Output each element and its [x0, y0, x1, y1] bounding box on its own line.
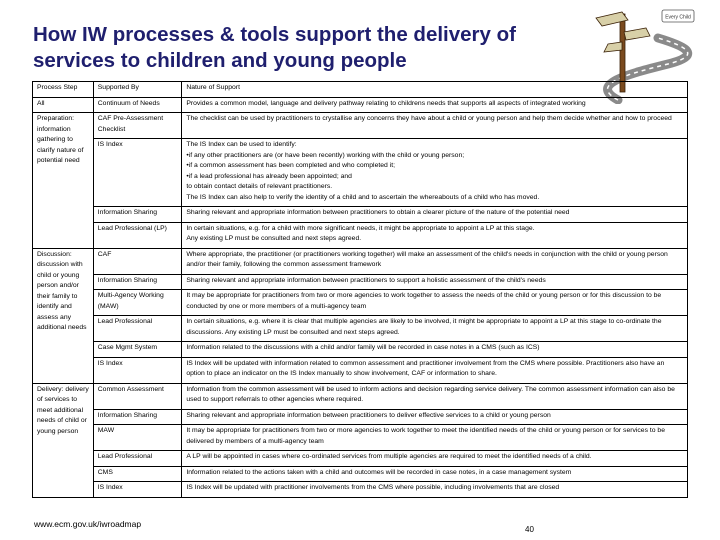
table-row — [33, 207, 688, 223]
table-row — [33, 222, 688, 248]
page-number: 40 — [525, 525, 534, 534]
desc-cell: IS Index will be updated with information related to common assessment and practitioner involvement from the CMS where possible. Practitioners also have an option to place an indicator on the IS Index manually to show involvement, CAF or information to share. — [182, 357, 688, 383]
tool-cell: IS Index — [93, 482, 182, 498]
desc-line: In certain situations, e.g. for a child with more significant needs, it might be appropriate to appoint a LP at this stage. — [186, 224, 535, 232]
tool-cell: CMS — [93, 466, 182, 482]
desc-line: •if a common assessment has been completed and who completed it; — [186, 162, 395, 169]
logo-badge-text: Every Child — [665, 14, 691, 21]
desc-cell: IS Index will be updated with practitioner involvements from the CMS where possible, including involvements that are closed — [182, 482, 688, 498]
tool-cell: Lead Professional (LP) — [93, 222, 182, 248]
table-row — [33, 482, 688, 498]
step-cell: All — [33, 97, 94, 113]
desc-cell: Information related to the discussions with a child and/or family will be recorded in case notes in a CMS (such as ICS) — [182, 342, 688, 358]
desc-cell: Where appropriate, the practitioner (or practitioners working together) will make an assessment of the child's needs in conjunction with the child or young person and/or their family, following the common assessment framework — [182, 248, 688, 274]
table-header-row — [33, 82, 688, 98]
tool-cell: IS Index — [93, 139, 182, 207]
tool-cell: MAW — [93, 425, 182, 451]
tool-cell: Information Sharing — [93, 409, 182, 425]
desc-line: The IS Index can be used to identify: — [186, 141, 297, 148]
table-row — [33, 139, 688, 207]
desc-cell: Information related to the actions taken with a child and outcomes will be recorded in case notes, in a case management system — [182, 466, 688, 482]
desc-line: The IS Index can also help to verify the identity of a child and to ascertain the whereabouts of a child who has moved. — [186, 193, 540, 201]
footer-url[interactable]: www.ecm.gov.uk/iwroadmap — [34, 519, 142, 529]
desc-cell — [182, 139, 688, 207]
step-cell: Discussion: discussion with child or young person and/or their family to identify and assess any additional needs — [33, 248, 94, 383]
desc-line: •if any other practitioners are (or have been recently) working with the child or young person; — [186, 151, 465, 159]
step-cell: Delivery: delivery of services to meet additional needs of child or young person — [33, 383, 94, 497]
table-row — [33, 342, 688, 358]
table-row — [33, 316, 688, 342]
table-row — [33, 466, 688, 482]
support-table — [32, 81, 688, 498]
desc-cell: It may be appropriate for practitioners from two or more agencies to work together to meet the identified needs of the child or young person or for services to be delivered by members of a multi-agency team — [182, 425, 688, 451]
table-row — [33, 290, 688, 316]
table-row — [33, 357, 688, 383]
desc-cell: The checklist can be used by practitioners to crystallise any concerns they have about a child or young person and help them decide whether and how to proceed — [182, 113, 688, 139]
tool-cell: Multi-Agency Working (MAW) — [93, 290, 182, 316]
table-row — [33, 248, 688, 274]
title-line-1: How IW processes & tools support the delivery of — [33, 23, 516, 46]
tool-cell: CAF Pre-Assessment Checklist — [93, 113, 182, 139]
title-line-2: services to children and young people — [33, 49, 407, 72]
header-supported-by: Supported By — [93, 82, 182, 98]
table-row — [33, 451, 688, 467]
desc-cell — [182, 222, 688, 248]
table-row — [33, 97, 688, 113]
tool-cell: Lead Professional — [93, 316, 182, 342]
table-row — [33, 409, 688, 425]
table-row — [33, 383, 688, 409]
desc-cell: Information from the common assessment will be used to inform actions and decision regarding service delivery. The common assessment information can also be used to support referrals to other agencies where required. — [182, 383, 688, 409]
tool-cell: IS Index — [93, 357, 182, 383]
header-process-step: Process Step — [33, 82, 94, 98]
tool-cell: Common Assessment — [93, 383, 182, 409]
header-nature: Nature of Support — [182, 82, 688, 98]
table-row — [33, 113, 688, 139]
desc-cell: Sharing relevant and appropriate information between practitioners to obtain a clearer picture of the nature of the potential need — [182, 207, 688, 223]
tool-cell: Information Sharing — [93, 207, 182, 223]
table-row — [33, 425, 688, 451]
desc-cell: A LP will be appointed in cases where co-ordinated services from multiple agencies are required to meet the identified needs of a child. — [182, 451, 688, 467]
tool-cell: Continuum of Needs — [93, 97, 182, 113]
desc-cell: In certain situations, e.g. where it is clear that multiple agencies are likely to be involved, it might be appropriate to appoint a LP at this stage to co-ordinate the discussions. Any existing LP must be consulted and next steps agreed. — [182, 316, 688, 342]
page-title — [33, 22, 633, 74]
tool-cell: Case Mgmt System — [93, 342, 182, 358]
tool-cell: Information Sharing — [93, 274, 182, 290]
desc-line: •if a lead professional has already been appointed; and — [186, 172, 352, 180]
desc-cell: It may be appropriate for practitioners from two or more agencies to work together to assess the needs of the child or young person or for this discussion to be conducted by one or more members of a multi-agency team — [182, 290, 688, 316]
desc-line: Any existing LP must be consulted and next steps agreed. — [186, 235, 362, 242]
tool-cell: CAF — [93, 248, 182, 274]
table-row — [33, 274, 688, 290]
step-cell: Preparation: information gathering to clarify nature of potential need — [33, 113, 94, 249]
desc-line: to obtain contact details of relevant practitioners. — [186, 183, 333, 190]
desc-cell: Sharing relevant and appropriate information between practitioners to deliver effective services to a child or young person — [182, 409, 688, 425]
desc-cell: Sharing relevant and appropriate information between practitioners to support a holistic assessment of the child's needs — [182, 274, 688, 290]
desc-cell: Provides a common model, language and delivery pathway relating to childrens needs that supports all aspects of integrated working — [182, 97, 688, 113]
tool-cell: Lead Professional — [93, 451, 182, 467]
